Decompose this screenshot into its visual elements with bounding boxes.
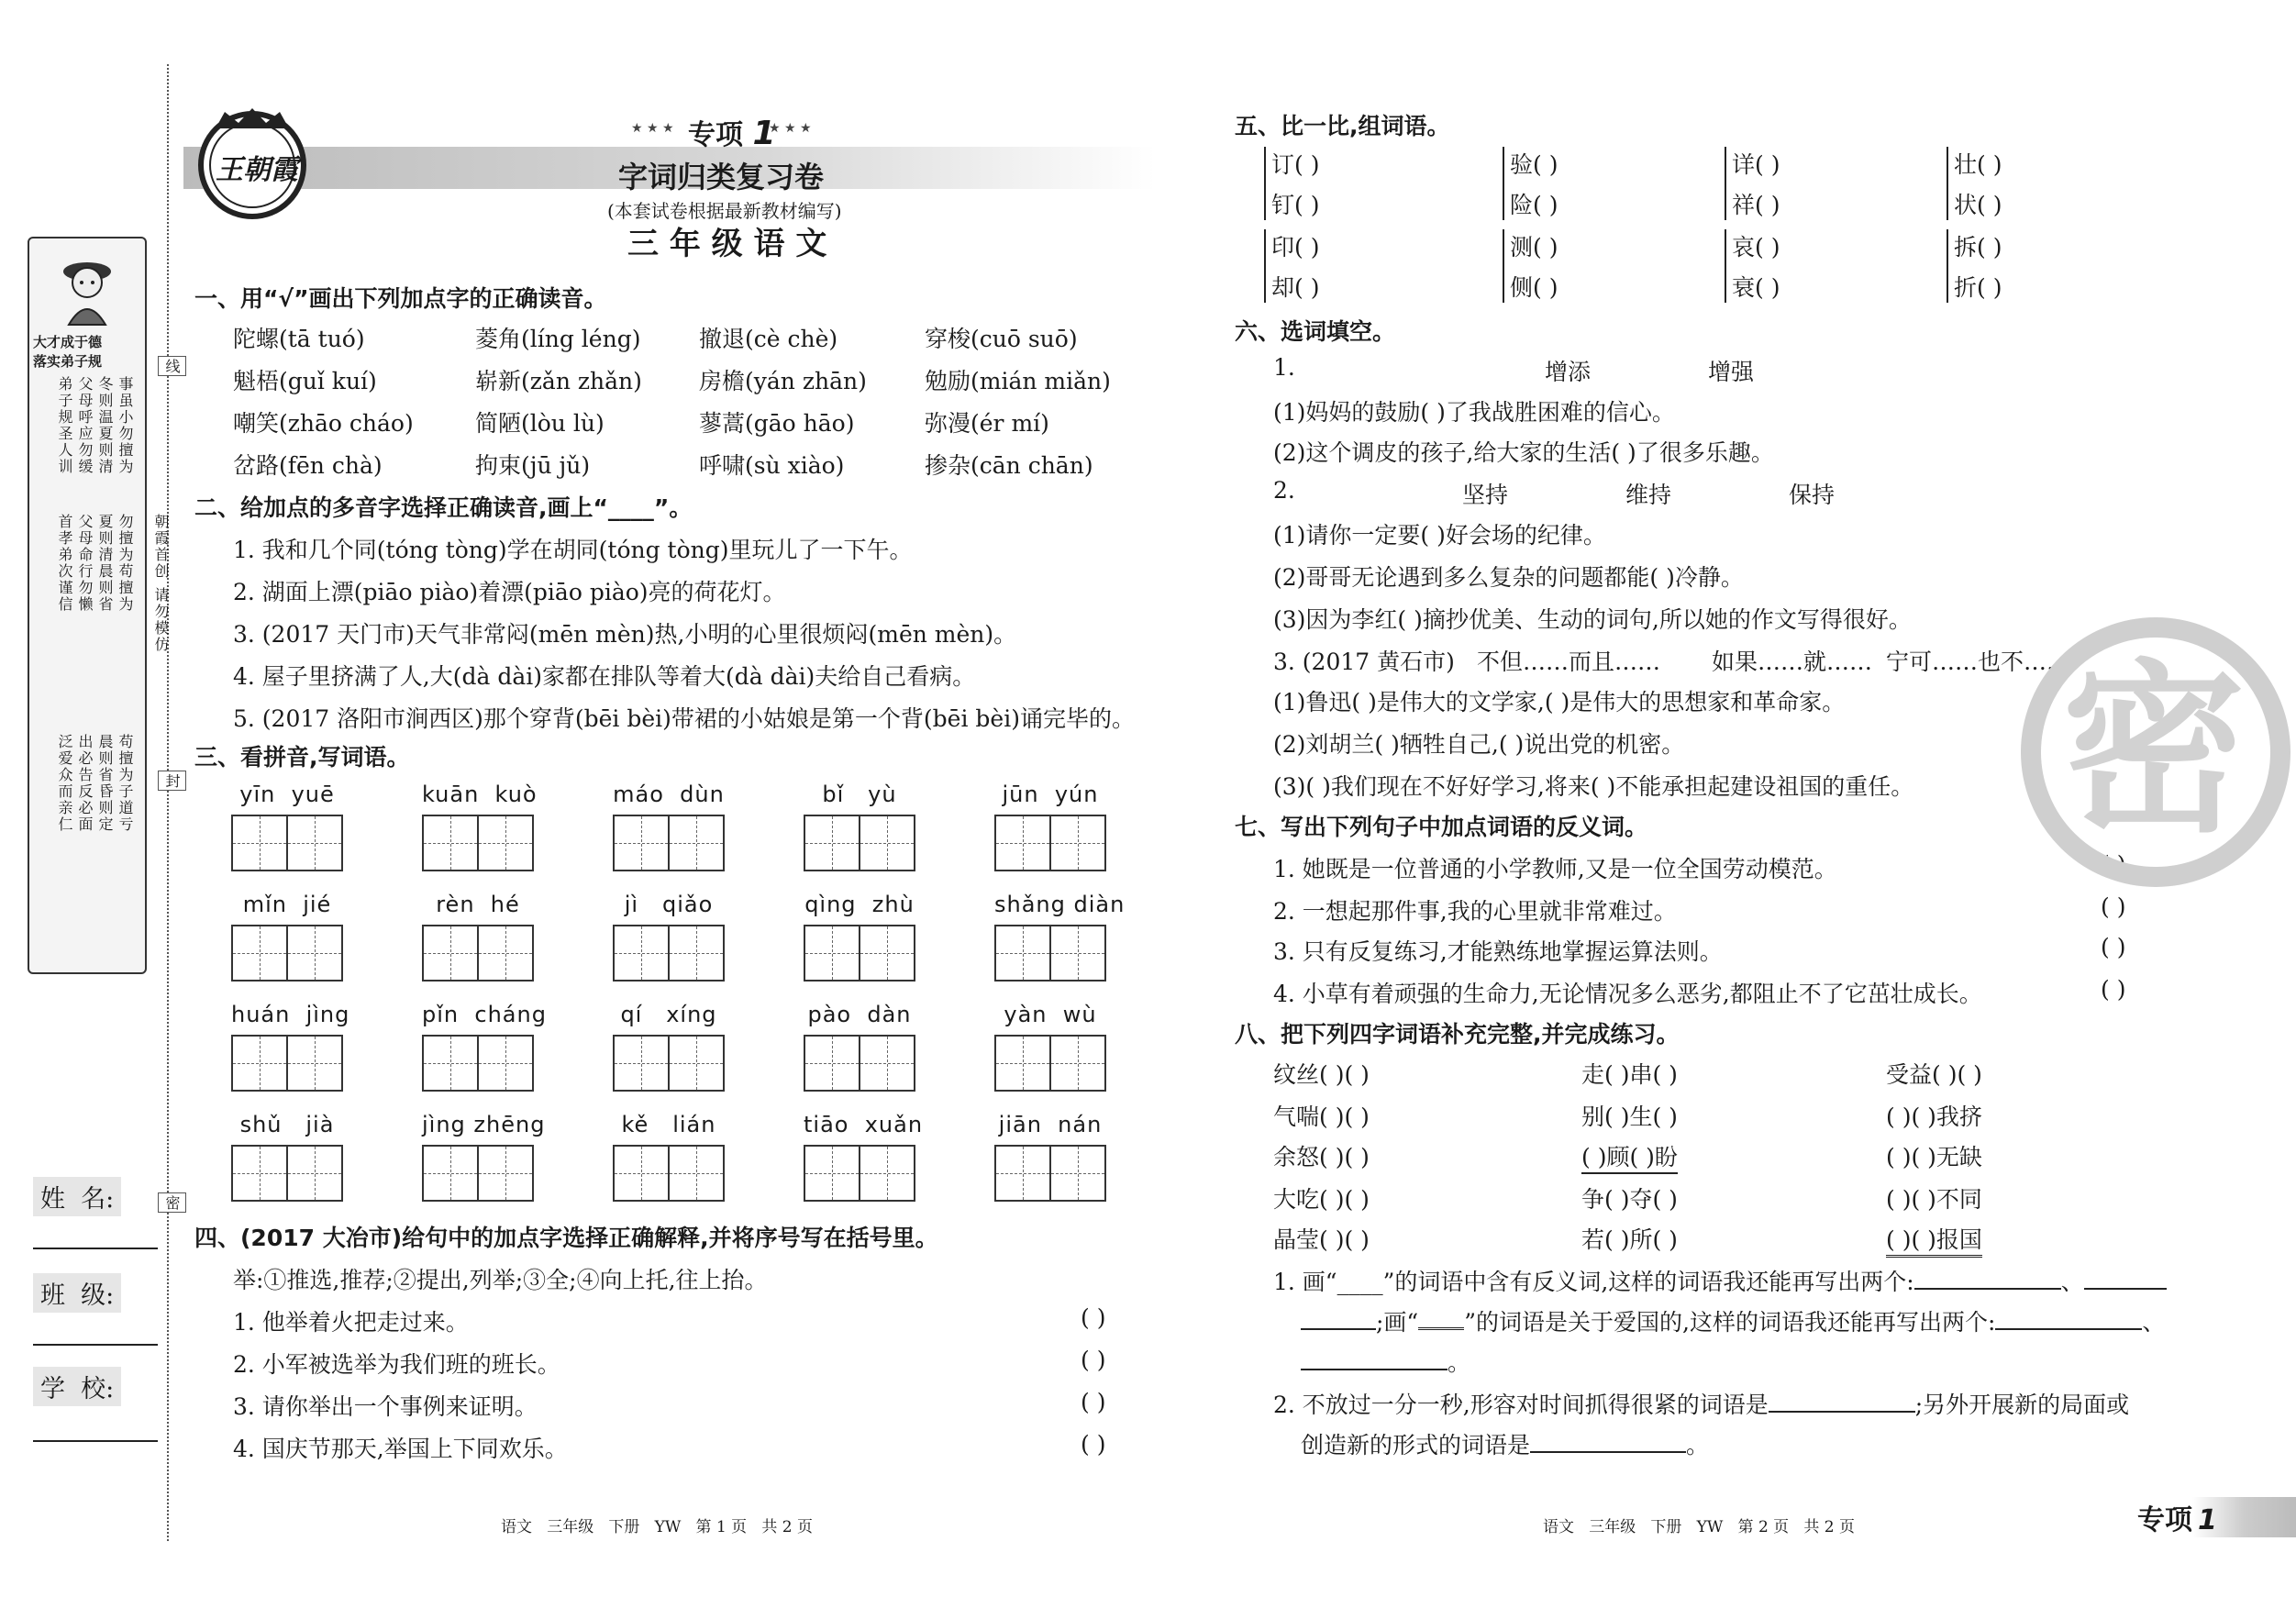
sidebar-text-col: 父母呼应勿缓 <box>76 376 94 475</box>
pinyin-label: qìng zhù <box>804 892 915 917</box>
sidebar-text-col: 弟子规圣人训 <box>56 376 73 475</box>
meaning-item: 2. 小军被选举为我们班的班长。 <box>233 1351 560 1378</box>
pinyin-word-box <box>613 1002 725 1093</box>
bracket <box>1725 229 1726 303</box>
q1-text-b: ;画“ <box>1376 1309 1419 1336</box>
bracket <box>1947 229 1948 303</box>
pinyin-label: kuān kuò <box>422 782 538 807</box>
sidebar-vertical-note: 朝霞首创 <box>152 514 170 580</box>
fill-item[interactable]: (1)请你一定要( )好会场的纪律。 <box>1273 522 1606 549</box>
idiom-item[interactable]: 别( )生( ) <box>1581 1103 1678 1130</box>
compare-word[interactable]: 折( ) <box>1954 274 2002 301</box>
footer-left: 语文 三年级 下册 YW 第 1 页 共 2 页 <box>501 1518 813 1536</box>
polyphone-item[interactable]: 5. (2017 洛阳市涧西区)那个穿背(bēi bèi)带裙的小姑娘是第一个背(bēi bèi)诵完毕的。 <box>233 705 1135 732</box>
pinyin-word-box <box>231 1112 343 1203</box>
sidebar-text-col: 出必告反必面 <box>76 734 94 833</box>
section-2-title: 二、给加点的多音字选择正确读音,画上“____”。 <box>194 494 693 521</box>
bracket <box>1725 147 1726 220</box>
secret-seal-watermark <box>2018 615 2293 890</box>
pinyin-choice[interactable]: 菱角(líng léng) <box>475 326 641 352</box>
writing-cell[interactable] <box>422 925 479 981</box>
pinyin-choice[interactable]: 掺杂(cān chān) <box>925 452 1093 479</box>
polyphone-item[interactable]: 1. 我和几个同(tóng tòng)学在胡同(tóng tòng)里玩儿了一下午。 <box>233 537 913 563</box>
sidebar-text-col: 苟擅为子道亏 <box>116 734 134 833</box>
writing-cell[interactable] <box>804 1035 860 1092</box>
pinyin-word-box <box>994 1112 1106 1203</box>
fill-item[interactable]: (1)鲁迅( )是伟大的文学家,( )是伟大的思想家和革命家。 <box>1273 689 1846 715</box>
meaning-item: 3. 请你举出一个事例来证明。 <box>233 1393 538 1420</box>
bracket <box>1503 147 1504 220</box>
pinyin-word-box <box>804 1002 915 1093</box>
writing-cell[interactable] <box>613 1035 670 1092</box>
writing-cell[interactable] <box>1049 1035 1106 1092</box>
idiom-item[interactable]: ( )( )无缺 <box>1886 1144 1982 1170</box>
writing-cell[interactable] <box>668 1035 725 1092</box>
word-option: 维持 <box>1625 482 1672 508</box>
answer-paren[interactable]: ( ) <box>2101 851 2126 878</box>
pinyin-word-box <box>231 1002 350 1093</box>
school-label: 学 校: <box>33 1367 121 1406</box>
writing-cell[interactable] <box>613 925 670 981</box>
meaning-item: 4. 国庆节那天,举国上下同欢乐。 <box>233 1436 568 1462</box>
pinyin-label: jìng zhēng <box>422 1112 546 1137</box>
sidebar-motto-1: 大才成于德 <box>33 334 103 350</box>
idiom-item[interactable]: 大吃( )( ) <box>1273 1186 1370 1213</box>
writing-cell[interactable] <box>994 925 1051 981</box>
pinyin-word-box <box>613 1112 725 1203</box>
antonym-item: 2. 一想起那件事,我的心里就非常难过。 <box>1273 898 1677 925</box>
compare-word[interactable]: 状( ) <box>1954 192 2002 218</box>
idiom-item[interactable]: ( )( )不同 <box>1886 1186 1982 1213</box>
pinyin-word-box <box>613 782 725 873</box>
writing-cell[interactable] <box>477 815 534 871</box>
pinyin-choice[interactable]: 撤退(cè chè) <box>699 326 838 352</box>
pinyin-choice[interactable]: 陀螺(tā tuó) <box>233 326 365 352</box>
writing-cell[interactable] <box>668 815 725 871</box>
answer-paren[interactable]: ( ) <box>2101 893 2126 920</box>
pinyin-label: huán jìng <box>231 1002 350 1027</box>
idiom-item-underlined[interactable]: ( )顾( )盼 <box>1581 1139 1678 1174</box>
meaning-lead: 举:①推选,推荐;②提出,列举;③全;④向上托,往上抬。 <box>233 1267 768 1293</box>
word-option: 不但……而且…… <box>1477 649 1661 675</box>
pinyin-label: bǐ yù <box>822 782 897 807</box>
q1-text-c: ”的词语是关于爱国的,这样的词语我还能再写出两个: <box>1464 1309 1996 1336</box>
wavy-mark <box>1418 1327 1464 1330</box>
word-option: 坚持 <box>1462 482 1509 508</box>
special-label <box>688 112 776 152</box>
pinyin-label: jiān nán <box>998 1112 1103 1137</box>
answer-paren[interactable]: ( ) <box>1081 1389 1106 1415</box>
idiom-item[interactable]: 走( )串( ) <box>1581 1061 1678 1088</box>
idiom-item[interactable]: 纹丝( )( ) <box>1273 1061 1370 1088</box>
compare-word[interactable]: 侧( ) <box>1510 274 1558 301</box>
compare-word[interactable]: 却( ) <box>1271 274 1320 301</box>
compare-word[interactable]: 验( ) <box>1510 151 1558 178</box>
pinyin-word-box <box>994 892 1126 983</box>
writing-cell[interactable] <box>804 1145 860 1202</box>
compare-word[interactable]: 哀( ) <box>1732 234 1780 261</box>
pinyin-word-box <box>613 892 725 983</box>
writing-cell[interactable] <box>422 1145 479 1202</box>
sidebar-text-col: 冬则温夏则清 <box>96 376 114 475</box>
watermark-char: 密 <box>2062 644 2246 858</box>
grade-title: 三 年 级 语 文 <box>627 226 827 262</box>
word-option: 增添 <box>1545 359 1592 385</box>
pinyin-label: mǐn jié <box>242 892 332 917</box>
compare-word[interactable]: 衰( ) <box>1732 274 1780 301</box>
footer-right: 语文 三年级 下册 YW 第 2 页 共 2 页 <box>1543 1518 1855 1536</box>
pinyin-label: shǎng diàn <box>994 892 1126 917</box>
stars-left: ★ ★ ★ <box>631 121 674 136</box>
question-2-line-1 <box>1273 1387 2129 1420</box>
school-field[interactable] <box>33 1440 158 1442</box>
compare-word[interactable]: 详( ) <box>1732 151 1780 178</box>
word-option: 保持 <box>1789 482 1836 508</box>
pinyin-choice[interactable]: 嘲笑(zhāo cháo) <box>233 410 414 437</box>
q1-text-a: 1. 画“____”的词语中含有反义词,这样的词语我还能再写出两个: <box>1273 1269 1914 1295</box>
footer-badge-number: 1 <box>2198 1504 2217 1536</box>
fill-item[interactable]: (2)哥哥无论遇到多么复杂的问题都能( )冷静。 <box>1273 564 1744 591</box>
writing-cell[interactable] <box>668 925 725 981</box>
cut-mark-seal: 封 <box>158 771 186 791</box>
writing-cell[interactable] <box>231 925 288 981</box>
writing-cell[interactable] <box>1049 1145 1106 1202</box>
sidebar-text-col: 泛爱众而亲仁 <box>56 734 73 833</box>
writing-cell[interactable] <box>613 1145 670 1202</box>
answer-paren[interactable]: ( ) <box>2101 934 2126 960</box>
sidebar-text-col: 晨则省昏则定 <box>96 734 114 833</box>
compare-word[interactable]: 钉( ) <box>1271 192 1320 218</box>
binding-line <box>167 64 169 1541</box>
idiom-item[interactable]: ( )( )我挤 <box>1886 1103 1982 1130</box>
answer-paren[interactable]: ( ) <box>1081 1304 1106 1331</box>
bracket <box>1264 147 1266 220</box>
page-title: 字词归类复习卷 <box>618 160 825 194</box>
writing-cell[interactable] <box>422 815 479 871</box>
writing-cell[interactable] <box>859 1145 915 1202</box>
q1-sep: 、 <box>2142 1309 2166 1336</box>
pinyin-label: yīn yuē <box>239 782 335 807</box>
antonym-item: 4. 小草有着顽强的生命力,无论情况多么恶劣,都阻止不了它茁壮成长。 <box>1273 981 1982 1007</box>
pinyin-label: pào dàn <box>807 1002 912 1027</box>
pinyin-word-box <box>422 782 538 873</box>
word-option: 如果……就…… <box>1712 649 1873 675</box>
writing-cell[interactable] <box>477 925 534 981</box>
special-label-text: 专项 <box>688 119 743 151</box>
answer-blank[interactable] <box>1530 1451 1686 1453</box>
footer-badge-label: 专项 <box>2137 1504 2192 1536</box>
answer-blank[interactable] <box>2084 1288 2167 1290</box>
question-2-line-2 <box>1301 1427 1709 1460</box>
sidebar-text-col: 夏则清晨则省 <box>96 514 114 613</box>
polyphone-item[interactable]: 4. 屋子里挤满了人,大(dà dài)家都在排队等着大(dà dài)夫给自己看病。 <box>233 663 976 690</box>
pinyin-choice[interactable]: 岔路(fēn chà) <box>233 452 383 479</box>
writing-cell[interactable] <box>231 1035 288 1092</box>
meaning-item: 1. 他举着火把走过来。 <box>233 1309 469 1336</box>
section-5-title: 五、比一比,组词语。 <box>1235 113 1450 139</box>
pinyin-label: qí xíng <box>620 1002 717 1027</box>
section-4-title: 四、(2017 大冶市)给句中的加点字选择正确解释,并将序号写在括号里。 <box>194 1225 938 1251</box>
pinyin-choice[interactable]: 弥漫(ér mí) <box>925 410 1049 437</box>
sidebar-text-col: 父母命行勿懒 <box>76 514 94 613</box>
writing-cell[interactable] <box>286 1145 343 1202</box>
q1-sep: 、 <box>2060 1269 2084 1295</box>
cut-mark-line: 线 <box>158 356 186 376</box>
compare-word[interactable]: 印( ) <box>1271 234 1320 261</box>
section-6-title: 六、选词填空。 <box>1235 318 1396 345</box>
question-1-line-2 <box>1301 1304 2165 1337</box>
pinyin-choice[interactable]: 崭新(zǎn zhǎn) <box>475 368 642 394</box>
pinyin-word-box <box>231 782 343 873</box>
idiom-item-wavy[interactable]: ( )( )报国 <box>1886 1222 1982 1258</box>
writing-cell[interactable] <box>477 1035 534 1092</box>
pinyin-word-box <box>804 782 915 873</box>
polyphone-item[interactable]: 2. 湖面上漂(piāo piào)着漂(piāo piào)亮的荷花灯。 <box>233 579 786 605</box>
answer-paren[interactable]: ( ) <box>1081 1431 1106 1458</box>
sidebar-text-col: 事虽小勿擅为 <box>116 376 134 475</box>
writing-cell[interactable] <box>1049 925 1106 981</box>
pinyin-label: jì qiǎo <box>624 892 714 917</box>
compare-word[interactable]: 祥( ) <box>1732 192 1780 218</box>
q2-text-a: 2. 不放过一分一秒,形容对时间抓得很紧的词语是 <box>1273 1392 1769 1418</box>
pinyin-choice[interactable]: 穿梭(cuō suō) <box>925 326 1078 352</box>
writing-cell[interactable] <box>668 1145 725 1202</box>
section-1-title: 一、用“√”画出下列加点字的正确读音。 <box>194 285 607 312</box>
writing-cell[interactable] <box>286 925 343 981</box>
writing-cell[interactable] <box>859 925 915 981</box>
compare-word[interactable]: 测( ) <box>1510 234 1558 261</box>
fill-item[interactable]: (3)( )我们现在不好好学习,将来( )不能承担起建设祖国的重任。 <box>1273 773 1914 800</box>
q2-text-b: ;另外开展新的局面或 <box>1914 1392 2130 1418</box>
answer-blank[interactable] <box>1995 1328 2142 1330</box>
q2-end: 。 <box>1686 1432 1710 1458</box>
page-subtitle: (本套试卷根据最新教材编写) <box>607 200 842 222</box>
sidebar-text-col: 勿擅为苟擅为 <box>116 514 134 613</box>
pinyin-choice[interactable]: 魁梧(guǐ kuí) <box>233 368 377 394</box>
fill-item[interactable]: (1)妈妈的鼓励( )了我战胜困难的信心。 <box>1273 399 1675 426</box>
pinyin-word-box <box>422 892 534 983</box>
group-label: 3. (2017 黄石市) <box>1273 649 1455 675</box>
answer-blank[interactable] <box>1301 1369 1447 1370</box>
bracket <box>1264 229 1266 303</box>
footer-badge <box>2137 1497 2217 1537</box>
writing-cell[interactable] <box>286 1035 343 1092</box>
idiom-item[interactable]: 气喘( )( ) <box>1273 1103 1370 1130</box>
answer-blank[interactable] <box>1914 1288 2061 1290</box>
pinyin-word-box <box>804 892 915 983</box>
pinyin-label: máo dùn <box>613 782 725 807</box>
group-label: 2. <box>1273 477 1295 504</box>
word-option: 增强 <box>1708 359 1755 385</box>
bracket <box>1947 147 1948 220</box>
class-label: 班 级: <box>33 1273 121 1313</box>
name-field[interactable] <box>33 1248 158 1249</box>
sidebar-motto-2: 落实弟子规 <box>33 353 103 370</box>
pinyin-label: jūn yún <box>1002 782 1099 807</box>
section-7-title: 七、写出下列句子中加点词语的反义词。 <box>1235 814 1648 840</box>
pinyin-choice[interactable]: 拘束(jū jǔ) <box>475 452 591 479</box>
pinyin-choice[interactable]: 房檐(yán zhān) <box>699 368 867 394</box>
pinyin-choice[interactable]: 呼啸(sù xiào) <box>699 452 845 479</box>
q2-text-c: 创造新的形式的词语是 <box>1301 1432 1531 1458</box>
idiom-item[interactable]: 争( )夺( ) <box>1581 1186 1678 1213</box>
pinyin-label: pǐn cháng <box>422 1002 547 1027</box>
compare-word[interactable]: 订( ) <box>1271 151 1320 178</box>
pinyin-word-box <box>422 1002 547 1093</box>
class-field[interactable] <box>33 1344 158 1346</box>
answer-paren[interactable]: ( ) <box>1081 1347 1106 1373</box>
logo-text: 王朝霞 <box>216 154 298 186</box>
sidebar-text-col: 首孝弟次谨信 <box>56 514 73 613</box>
answer-blank[interactable] <box>1301 1328 1376 1330</box>
pinyin-label: tiāo xuǎn <box>804 1112 924 1137</box>
writing-cell[interactable] <box>286 815 343 871</box>
bracket <box>1503 229 1504 303</box>
pinyin-label: shǔ jià <box>239 1112 335 1137</box>
idiom-item[interactable]: 余怒( )( ) <box>1273 1144 1370 1170</box>
writing-cell[interactable] <box>994 1035 1051 1092</box>
pinyin-choice[interactable]: 蓼蒿(gāo hāo) <box>699 410 855 437</box>
writing-cell[interactable] <box>804 815 860 871</box>
pinyin-label: rèn hé <box>436 892 520 917</box>
group-label: 1. <box>1273 354 1295 381</box>
section-3-title: 三、看拼音,写词语。 <box>194 744 410 771</box>
idiom-item[interactable]: 晶莹( )( ) <box>1273 1226 1370 1253</box>
idiom-item[interactable]: 受益( )( ) <box>1886 1061 1982 1088</box>
question-1-line-3 <box>1301 1345 1470 1378</box>
stars-right: ★ ★ ★ <box>769 121 812 136</box>
pinyin-word-box <box>994 782 1106 873</box>
q1-end: 。 <box>1447 1349 1471 1376</box>
special-number: 1 <box>752 115 776 152</box>
writing-cell[interactable] <box>613 815 670 871</box>
compare-word[interactable]: 险( ) <box>1510 192 1558 218</box>
writing-cell[interactable] <box>859 1035 915 1092</box>
pinyin-choice[interactable]: 勉励(mián miǎn) <box>925 368 1111 394</box>
scholar-illustration <box>50 246 124 328</box>
pinyin-label: yàn wù <box>1004 1002 1097 1027</box>
pinyin-word-box <box>231 892 343 983</box>
writing-cell[interactable] <box>422 1035 479 1092</box>
answer-blank[interactable] <box>1769 1411 1915 1413</box>
fill-item[interactable]: (2)这个调皮的孩子,给大家的生活( )了很多乐趣。 <box>1273 439 1774 466</box>
section-8-title: 八、把下列四字词语补充完整,并完成练习。 <box>1235 1021 1680 1048</box>
fill-item[interactable]: (3)因为李红( )摘抄优美、生动的词句,所以她的作文写得很好。 <box>1273 606 1912 633</box>
cut-mark-secret: 密 <box>158 1192 186 1213</box>
compare-word[interactable]: 壮( ) <box>1954 151 2002 178</box>
writing-cell[interactable] <box>804 925 860 981</box>
antonym-item: 1. 她既是一位普通的小学教师,又是一位全国劳动模范。 <box>1273 856 1837 882</box>
left-sidebar <box>0 0 181 1597</box>
polyphone-item[interactable]: 3. (2017 天门市)天气非常闷(mēn mèn)热,小明的心里很烦闷(mēn mèn)。 <box>233 621 1017 648</box>
word-option: 宁可……也不…… <box>1886 649 2070 675</box>
writing-cell[interactable] <box>859 815 915 871</box>
writing-cell[interactable] <box>231 815 288 871</box>
name-label: 姓 名: <box>33 1177 121 1216</box>
writing-cell[interactable] <box>231 1145 288 1202</box>
pinyin-choice[interactable]: 简陋(lòu lù) <box>475 410 605 437</box>
antonym-item: 3. 只有反复练习,才能熟练地掌握运算法则。 <box>1273 938 1723 965</box>
pinyin-label: kě lián <box>621 1112 716 1137</box>
writing-cell[interactable] <box>994 1145 1051 1202</box>
compare-word[interactable]: 拆( ) <box>1954 234 2002 261</box>
fill-item[interactable]: (2)刘胡兰( )牺牲自己,( )说出党的机密。 <box>1273 731 1685 758</box>
pinyin-word-box <box>422 1112 546 1203</box>
pinyin-word-box <box>804 1112 924 1203</box>
sidebar-vertical-note: 请勿模仿 <box>152 587 170 653</box>
answer-paren[interactable]: ( ) <box>2101 976 2126 1003</box>
pinyin-word-box <box>994 1002 1106 1093</box>
question-1-line-1 <box>1273 1264 2167 1297</box>
writing-cell[interactable] <box>994 815 1051 871</box>
writing-cell[interactable] <box>1049 815 1106 871</box>
idiom-item[interactable]: 若( )所( ) <box>1581 1226 1678 1253</box>
writing-cell[interactable] <box>477 1145 534 1202</box>
